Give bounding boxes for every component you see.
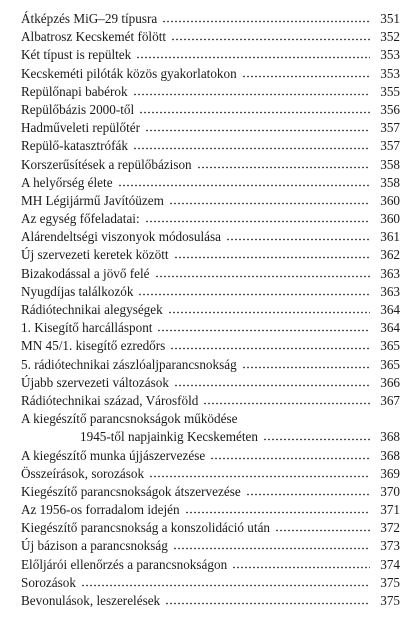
dot-leader [149,468,370,478]
toc-entry-title: Előljárói ellenőrzés a parancsnokságon [21,556,228,572]
toc-entry-page: 369 [380,465,400,481]
toc-entry-title: MH Légijármű Javítóüzem [21,192,164,208]
toc-entry-page: 357 [380,138,400,154]
dot-leader [145,213,370,223]
toc-entry-page: 358 [380,174,400,190]
toc-entry [21,356,400,374]
toc-entry-page: 368 [380,447,400,463]
dot-leader [170,340,370,350]
dot-leader [242,68,370,78]
dot-leader [81,577,370,587]
toc-entry-page: 360 [380,192,400,208]
toc-entry-title: Újabb szervezeti változások [21,374,169,390]
table-of-contents [21,10,400,610]
toc-entry-page: 370 [380,483,400,499]
toc-entry-title: A helyőrség élete [21,174,113,190]
toc-entry [21,65,400,83]
dot-leader [203,395,370,405]
toc-entry [21,265,400,283]
toc-entry [21,192,400,210]
toc-entry [21,246,400,264]
dot-leader [171,31,370,41]
dot-leader [246,486,370,496]
toc-entry-title: Repülő-katasztrófák [21,138,128,154]
dot-leader [145,122,370,132]
toc-entry [21,283,400,301]
toc-entry-page: 355 [380,83,400,99]
dot-leader [133,140,370,150]
toc-entry-page: 353 [380,47,400,63]
toc-entry [21,83,400,101]
toc-entry-title: Rádiótechnikai alegységek [21,302,163,317]
toc-entry [21,537,400,555]
toc-entry [21,119,400,137]
toc-entry-page: 375 [380,574,400,590]
toc-entry-page: 368 [380,429,400,445]
toc-entry-page: 365 [380,338,400,354]
toc-entry-title: Rádiótechnikai század, Városföld [21,392,199,408]
toc-entry-title: Alárendeltségi viszonyok módosulása [21,229,221,245]
toc-entry-page: 364 [380,302,400,317]
dot-leader [173,540,370,550]
dot-leader [139,104,370,114]
toc-entry-title: Sorozások [21,574,76,590]
toc-entry [21,374,400,392]
toc-entry [21,337,400,355]
dot-leader [197,159,370,169]
toc-entry [21,10,400,28]
dot-leader [118,177,370,187]
toc-entry [21,156,400,174]
dot-leader [169,195,370,205]
toc-entry [21,174,400,192]
toc-entry [21,447,400,465]
toc-entry-page: 356 [380,101,400,117]
dot-leader [275,522,370,532]
dot-leader [136,49,370,59]
toc-entry-title: Hadműveleti repülőtér [21,120,141,136]
toc-entry [21,228,400,246]
toc-entry [21,28,400,46]
toc-entry-page: 365 [380,356,400,372]
toc-entry-title: Bizakodással a jövő felé [21,265,150,281]
toc-entry-title: A kiegészítő parancsnokságok működése [21,411,238,427]
toc-entry-page: 362 [380,247,400,263]
toc-entry-title: Kiegészítő parancsnokság a konszolidáció után [21,520,271,536]
dot-leader [155,268,370,278]
toc-entry [21,592,400,610]
toc-entry-title: Bevonulások, leszerelések [21,593,161,608]
toc-entry-page: 360 [380,211,400,227]
dot-leader [210,450,370,460]
toc-entry-page: 361 [380,229,400,245]
dot-leader [133,86,370,96]
toc-entry-page: 363 [380,283,400,299]
dot-leader [174,249,370,259]
toc-entry [21,101,400,119]
toc-entry-title: Új bázison a parancsnokság [21,538,168,554]
dot-leader [174,377,370,387]
toc-entry [21,210,400,228]
toc-entry-page: 358 [380,156,400,172]
toc-entry-page: 353 [380,65,400,81]
toc-entry-title: Összeírások, sorozások [21,465,145,481]
toc-entry-page: 367 [380,392,400,408]
dot-leader [157,322,370,332]
dot-leader [263,431,370,441]
dot-leader [162,13,370,23]
toc-entry [21,428,400,446]
dot-leader [232,559,370,569]
toc-entry-title: Korszerűsítések a repülőbázison [21,156,192,172]
dot-leader [168,304,370,314]
toc-entry-page: 352 [380,29,400,45]
toc-entry-title: 5. rádiótechnikai zászlóaljparancsnokság [21,356,237,372]
dot-leader [165,595,370,605]
toc-entry [21,46,400,64]
toc-entry [21,465,400,483]
toc-entry-page: 374 [380,556,400,572]
toc-entry-title: A kiegészítő munka újjászervezése [21,447,206,463]
toc-entry-title: Az 1956-os forradalom idején [21,502,180,518]
toc-entry-page: 366 [380,374,400,390]
toc-entry-page: 372 [380,520,400,536]
toc-entry-title: 1. Kisegítő harcálláspont [21,320,153,336]
toc-entry [21,319,400,337]
toc-entry-page: 364 [380,320,400,336]
dot-leader [226,231,370,241]
toc-entry [21,519,400,537]
toc-entry-title: Repülőbázis 2000-től [21,101,135,117]
toc-entry-title: MN 45/1. kisegítő ezredőrs [21,338,166,354]
toc-entry-title: Az egység főfeladatai: [21,211,140,227]
toc-entry-title: Nyugdíjas találkozók [21,283,134,299]
toc-entry-page: 363 [380,265,400,281]
toc-entry-title: Két típust is repültek [21,47,132,63]
toc-entry [21,410,400,428]
toc-entry [21,501,400,519]
toc-entry-page: 371 [380,502,400,518]
toc-entry [21,483,400,501]
toc-entry-title: Átképzés MiG–29 típusra [21,11,158,26]
toc-entry-title: Repülőnapi babérok [21,83,128,99]
toc-entry-title: Új szervezeti keretek között [21,247,169,263]
toc-entry-title: Kiegészítő parancsnokságok átszervezése [21,483,241,499]
toc-entry [21,574,400,592]
toc-entry-page: 373 [380,538,400,554]
toc-entry-page: 357 [380,120,400,136]
dot-leader [242,359,370,369]
toc-entry [21,137,400,155]
toc-entry-page: 351 [380,11,400,26]
toc-entry-page: 375 [380,593,400,608]
dot-leader [138,286,370,296]
dot-leader [185,504,370,514]
toc-entry-title: Kecskeméti pilóták közös gyakorlatokon [21,65,237,81]
toc-entry-title: 1945-től napjainkig Kecskeméten [80,429,258,445]
toc-entry [21,301,400,319]
toc-entry [21,556,400,574]
toc-entry-title: Albatrosz Kecskemét fölött [21,29,167,45]
toc-entry [21,392,400,410]
